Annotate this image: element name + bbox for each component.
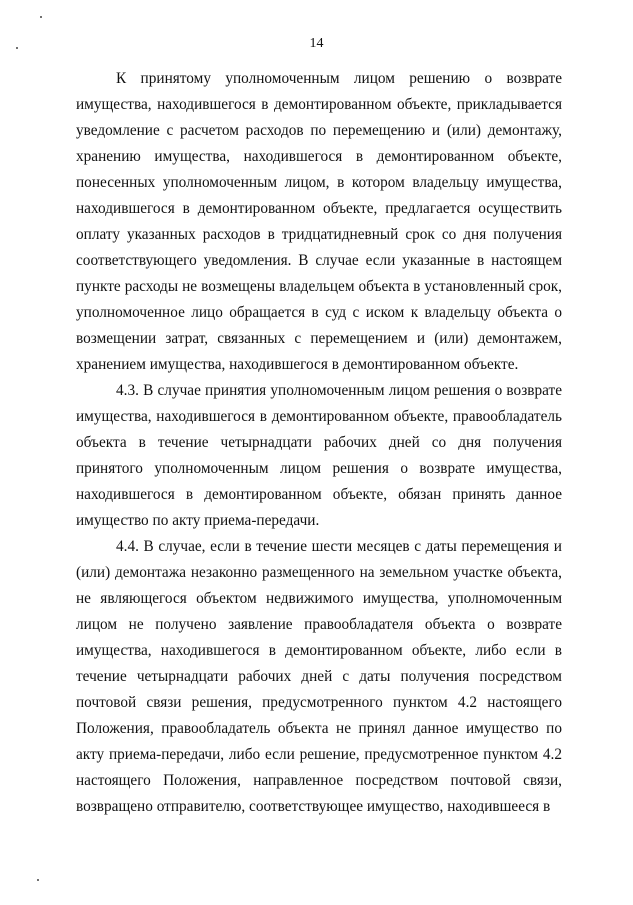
page-number: 14 xyxy=(309,36,324,51)
paragraph-section-4-3: 4.3. В случае принятия уполномоченным лицом решения о возврате имущества, находившегося в демонтированном объекте, правообладатель объекта в течение четырнадцати рабочих дней со дня получения принятого уполномоченным лицом решения о возврате имущества, находившегося в демонтированном объекте, обязан принять данное имущество по акту приема-передачи. xyxy=(76,382,562,529)
body-text xyxy=(76,66,562,820)
scan-speck xyxy=(37,879,39,881)
paragraph-section-4-4: 4.4. В случае, если в течение шести месяцев с даты перемещения и (или) демонтажа незаконно размещенного на земельном участке объекта, не являющегося объектом недвижимого имущества, уполномоченным лицом не получено заявление правообладателя объекта о возврате имущества, находившегося в демонтированном объекте, либо если в течение четырнадцати рабочих дней с даты получения посредством почтовой связи решения, предусмотренного пунктом 4.2 настоящего Положения, правообладатель объекта не принял данное имущество по акту приема-передачи, либо если решение, предусмотренное пунктом 4.2 настоящего Положения, направленное посредством почтовой связи, возвращено отправителю, соответствующее имущество, находившееся в xyxy=(76,538,562,815)
paragraph-removal-costs-notice: К принятому уполномоченным лицом решению о возврате имущества, находившегося в демонтированном объекте, прикладывается уведомление с расчетом расходов по перемещению и (или) демонтажу, хранению имущества, находившегося в демонтированном объекте, понесенных уполномоченным лицом, в котором владельцу имущества, находившегося в демонтированном объекте, предлагается осуществить оплату указанных расходов в тридцатидневный срок со дня получения соответствующего уведомления. В случае если указанные в настоящем пункте расходы не возмещены владельцем объекта в установленный срок, уполномоченное лицо обращается в суд с иском к владельцу объекта о возмещении затрат, связанных с перемещением и (или) демонтажем, хранением имущества, находившегося в демонтированном объекте. xyxy=(76,70,562,373)
scan-speck xyxy=(40,16,42,18)
